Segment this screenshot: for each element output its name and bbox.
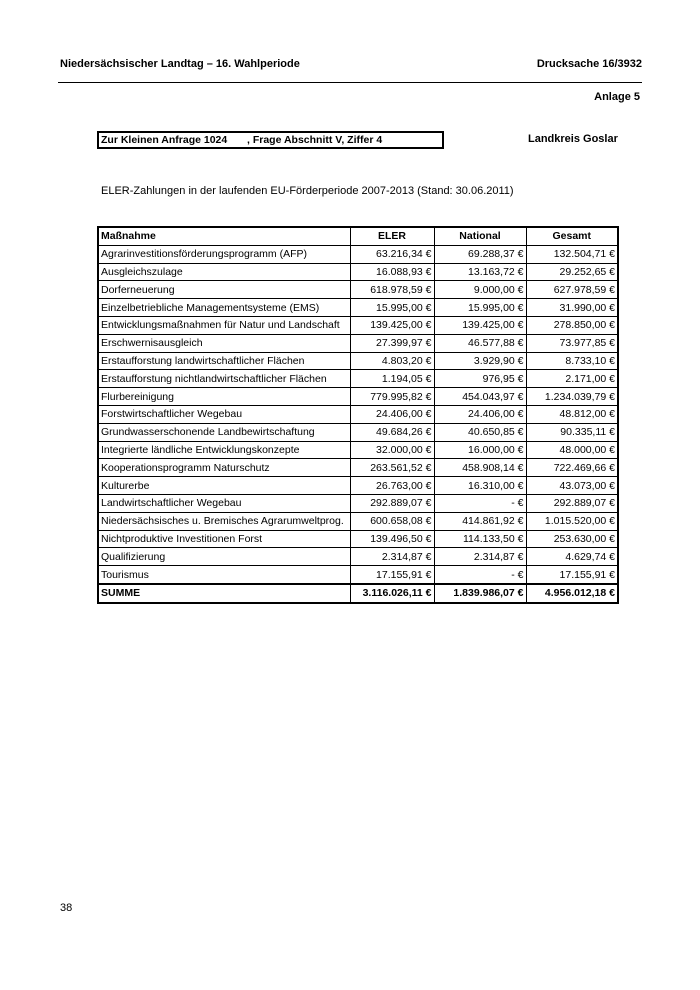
total-cell: 4.629,74 € (526, 548, 618, 566)
eler-cell: 16.088,93 € (350, 263, 434, 281)
total-cell: 1.234.039,79 € (526, 388, 618, 406)
total-cell: 17.155,91 € (526, 566, 618, 584)
measure-cell: Niedersächsisches u. Bremisches Agrarumweltprog. (98, 512, 350, 530)
national-cell: 3.929,90 € (434, 352, 526, 370)
national-cell: 13.163,72 € (434, 263, 526, 281)
table-row (98, 494, 618, 512)
column-header-national: National (434, 227, 526, 245)
eler-cell: 292.889,07 € (350, 494, 434, 512)
national-cell: 40.650,85 € (434, 423, 526, 441)
total-cell: 48.812,00 € (526, 405, 618, 423)
eler-cell: 63.216,34 € (350, 245, 434, 263)
measure-cell: Agrarinvestitionsförderungsprogramm (AFP) (98, 245, 350, 263)
header-divider (58, 82, 642, 83)
column-header-measure: Maßnahme (98, 227, 350, 245)
table-row (98, 388, 618, 406)
measure-cell: Einzelbetriebliche Managementsysteme (EMS) (98, 299, 350, 317)
measure-cell: Forstwirtschaftlicher Wegebau (98, 405, 350, 423)
measure-cell: Landwirtschaftlicher Wegebau (98, 494, 350, 512)
table-row (98, 245, 618, 263)
sum-national-cell: 1.839.986,07 € (434, 584, 526, 603)
measure-cell: Grundwasserschonende Landbewirtschaftung (98, 423, 350, 441)
national-cell: 2.314,87 € (434, 548, 526, 566)
inquiry-reference-box (97, 131, 444, 149)
total-cell: 73.977,85 € (526, 334, 618, 352)
table-body (98, 245, 618, 602)
total-cell: 2.171,00 € (526, 370, 618, 388)
eler-cell: 263.561,52 € (350, 459, 434, 477)
national-cell: 16.000,00 € (434, 441, 526, 459)
total-cell: 278.850,00 € (526, 316, 618, 334)
table-row (98, 352, 618, 370)
eler-cell: 779.995,82 € (350, 388, 434, 406)
measure-cell: Erstaufforstung nichtlandwirtschaftlicher Flächen (98, 370, 350, 388)
eler-cell: 24.406,00 € (350, 405, 434, 423)
measure-cell: Dorferneuerung (98, 281, 350, 299)
eler-cell: 32.000,00 € (350, 441, 434, 459)
total-cell: 292.889,07 € (526, 494, 618, 512)
measure-cell: Tourismus (98, 566, 350, 584)
measure-cell: Erschwernisausgleich (98, 334, 350, 352)
total-cell: 48.000,00 € (526, 441, 618, 459)
measure-cell: Qualifizierung (98, 548, 350, 566)
eler-cell: 618.978,59 € (350, 281, 434, 299)
sum-total-cell: 4.956.012,18 € (526, 584, 618, 603)
eler-cell: 27.399,97 € (350, 334, 434, 352)
table-row (98, 370, 618, 388)
national-cell: - € (434, 566, 526, 584)
national-cell: 46.577,88 € (434, 334, 526, 352)
table-row (98, 423, 618, 441)
table-header-row (98, 227, 618, 245)
total-cell: 8.733,10 € (526, 352, 618, 370)
payments-table (97, 226, 619, 604)
national-cell: 114.133,50 € (434, 530, 526, 548)
measure-cell: Kooperationsprogramm Naturschutz (98, 459, 350, 477)
measure-cell: Kulturerbe (98, 477, 350, 495)
eler-cell: 17.155,91 € (350, 566, 434, 584)
eler-cell: 139.425,00 € (350, 316, 434, 334)
total-cell: 1.015.520,00 € (526, 512, 618, 530)
table-row (98, 334, 618, 352)
page-number: 38 (60, 902, 73, 914)
document-number: Drucksache 16/3932 (536, 58, 642, 70)
total-cell: 29.252,65 € (526, 263, 618, 281)
table-row (98, 477, 618, 495)
eler-cell: 49.684,26 € (350, 423, 434, 441)
measure-cell: Integrierte ländliche Entwicklungskonzepte (98, 441, 350, 459)
question-section: , Frage Abschnitt V, Ziffer 4 (247, 134, 383, 146)
sum-row (98, 584, 618, 603)
total-cell: 132.504,71 € (526, 245, 618, 263)
eler-cell: 1.194,05 € (350, 370, 434, 388)
table-row (98, 281, 618, 299)
table-row (98, 263, 618, 281)
table-row (98, 405, 618, 423)
attachment-label: Anlage 5 (594, 91, 640, 103)
national-cell: 69.288,37 € (434, 245, 526, 263)
measure-cell: Erstaufforstung landwirtschaftlicher Flächen (98, 352, 350, 370)
table-row (98, 566, 618, 584)
eler-cell: 2.314,87 € (350, 548, 434, 566)
national-cell: 414.861,92 € (434, 512, 526, 530)
national-cell: 454.043,97 € (434, 388, 526, 406)
total-cell: 627.978,59 € (526, 281, 618, 299)
eler-cell: 15.995,00 € (350, 299, 434, 317)
national-cell: 976,95 € (434, 370, 526, 388)
eler-cell: 4.803,20 € (350, 352, 434, 370)
total-cell: 253.630,00 € (526, 530, 618, 548)
column-header-eler: ELER (350, 227, 434, 245)
total-cell: 43.073,00 € (526, 477, 618, 495)
total-cell: 722.469,66 € (526, 459, 618, 477)
table-caption: ELER-Zahlungen in der laufenden EU-Förderperiode 2007-2013 (Stand: 30.06.2011) (101, 185, 514, 197)
measure-cell: Entwicklungsmaßnahmen für Natur und Landschaft (98, 316, 350, 334)
total-cell: 90.335,11 € (526, 423, 618, 441)
national-cell: 458.908,14 € (434, 459, 526, 477)
table-row (98, 299, 618, 317)
table-row (98, 530, 618, 548)
sum-eler-cell: 3.116.026,11 € (350, 584, 434, 603)
inquiry-reference: Zur Kleinen Anfrage 1024 (101, 134, 228, 146)
national-cell: 139.425,00 € (434, 316, 526, 334)
table-row (98, 316, 618, 334)
measure-cell: Nichtproduktive Investitionen Forst (98, 530, 350, 548)
national-cell: 16.310,00 € (434, 477, 526, 495)
district-label: Landkreis Goslar (528, 133, 618, 145)
national-cell: - € (434, 494, 526, 512)
table-row (98, 512, 618, 530)
national-cell: 15.995,00 € (434, 299, 526, 317)
national-cell: 24.406,00 € (434, 405, 526, 423)
table-row (98, 548, 618, 566)
total-cell: 31.990,00 € (526, 299, 618, 317)
national-cell: 9.000,00 € (434, 281, 526, 299)
header-title: Niedersächsischer Landtag – 16. Wahlperiode (60, 58, 300, 70)
sum-label: SUMME (98, 584, 350, 603)
column-header-total: Gesamt (526, 227, 618, 245)
measure-cell: Flurbereinigung (98, 388, 350, 406)
table-row (98, 459, 618, 477)
measure-cell: Ausgleichszulage (98, 263, 350, 281)
eler-cell: 600.658,08 € (350, 512, 434, 530)
table-row (98, 441, 618, 459)
eler-cell: 26.763,00 € (350, 477, 434, 495)
eler-cell: 139.496,50 € (350, 530, 434, 548)
